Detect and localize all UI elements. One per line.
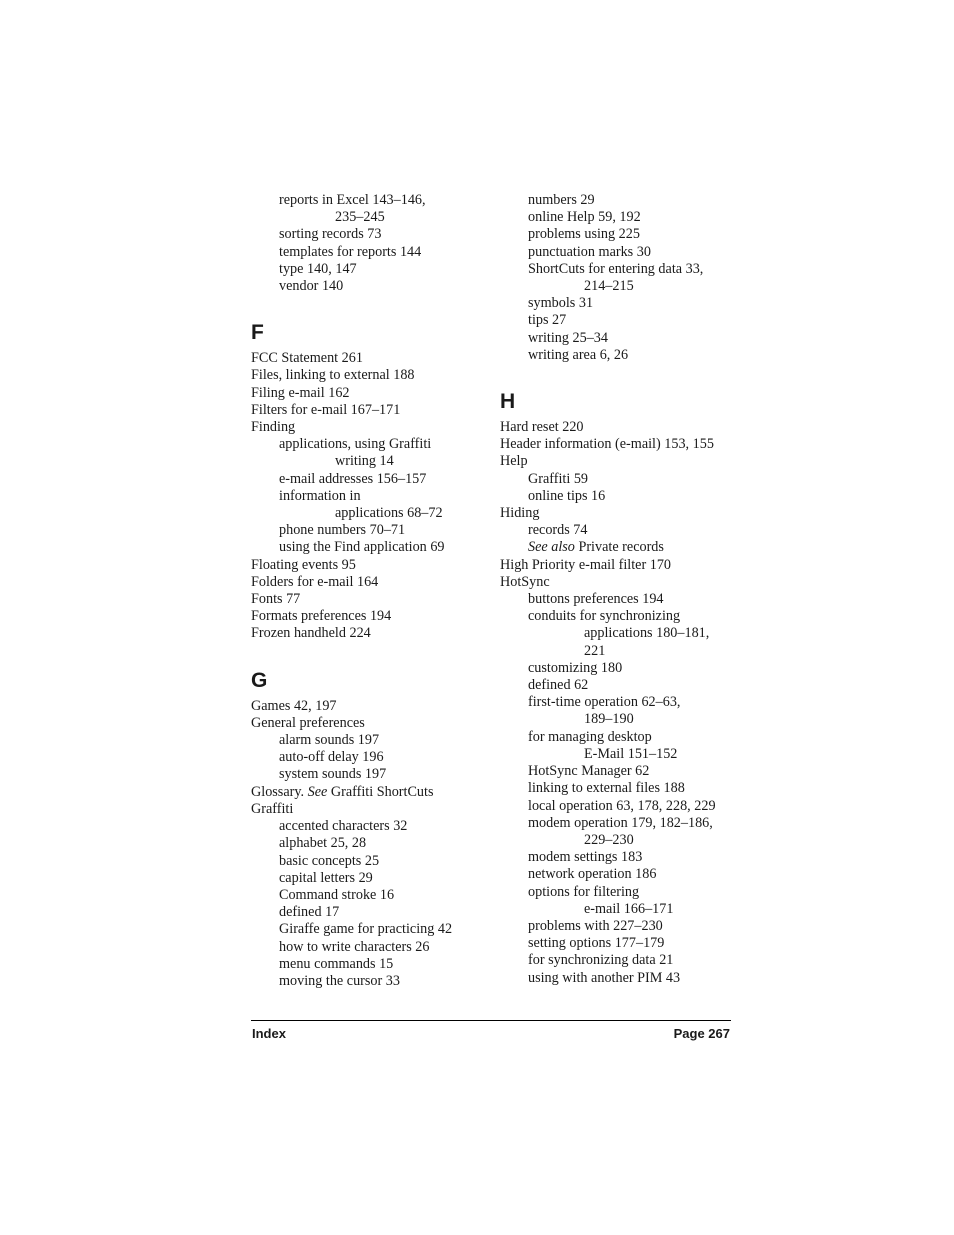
index-subentry [251,939,486,956]
entry-text: problems using 225 [528,226,640,243]
cross-reference-label: See [307,783,328,800]
entry-text: Floating events 95 [251,556,356,573]
index-entry [251,402,486,419]
index-entry [251,591,486,608]
index-subentry [500,952,735,969]
section-spacer [251,643,486,668]
index-subentry [500,935,735,952]
index-subentry [251,904,486,921]
index-subentry [500,677,735,694]
entry-text: writing 25–34 [528,329,608,346]
entry-text: HotSync [500,573,550,590]
entry-text: online tips 16 [528,487,606,504]
index-subentry [500,471,735,488]
entry-text: 229–230 [584,831,634,848]
index-subentry [500,780,735,797]
entry-text: Files, linking to external 188 [251,367,415,384]
index-subentry [500,694,735,711]
index-subentry [251,818,486,835]
entry-text: menu commands 15 [279,955,394,972]
section-letter-heading: F [251,321,264,345]
index-subentry [500,591,735,608]
index-subentry [251,278,486,295]
index-subentry [251,766,486,783]
entry-text: writing area 6, 26 [528,346,629,363]
entry-text: 189–190 [584,711,634,728]
entry-text: system sounds 197 [279,766,387,783]
index-subentry [251,732,486,749]
entry-text: applications, using Graffiti [279,436,432,453]
index-subentry [251,973,486,990]
entry-text: 235–245 [335,209,385,226]
entry-text: modem settings 183 [528,849,643,866]
footer-divider [251,1020,731,1021]
entry-text: using the Find application 69 [279,539,445,556]
entry-text: moving the cursor 33 [279,972,400,989]
entry-text: Filing e-mail 162 [251,384,350,401]
entry-text: Fonts 77 [251,591,301,608]
index-continuation [500,643,735,660]
index-subentry [251,870,486,887]
entry-text: tips 27 [528,312,567,329]
entry-text: customizing 180 [528,659,623,676]
index-subentry [500,295,735,312]
entry-text: Command stroke 16 [279,886,395,903]
entry-text: ShortCuts for entering data 33, [528,260,704,277]
entry-text: linking to external files 188 [528,780,685,797]
index-subentry [500,539,735,556]
entry-text: Frozen handheld 224 [251,625,371,642]
entry-text: how to write characters 26 [279,938,430,955]
index-continuation [500,832,735,849]
entry-text: Filters for e-mail 167–171 [251,401,401,418]
cross-reference-label: See also [528,539,575,556]
index-entry [500,557,735,574]
index-subentry [251,471,486,488]
entry-text: alphabet 25, 28 [279,835,367,852]
index-subentry [500,866,735,883]
entry-text: 214–215 [584,278,634,295]
entry-text: defined 62 [528,677,589,694]
index-column-right [500,192,735,987]
index-continuation [251,505,486,522]
index-continuation [251,453,486,470]
index-subentry [500,763,735,780]
entry-text: Hard reset 220 [500,419,584,436]
entry-text: records 74 [528,522,588,539]
index-subentry [251,488,486,505]
index-subentry [500,522,735,539]
entry-text: alarm sounds 197 [279,732,380,749]
entry-text: vendor 140 [279,278,344,295]
index-entry [500,505,735,522]
index-subentry [251,835,486,852]
index-subentry [500,884,735,901]
entry-text: HotSync Manager 62 [528,763,650,780]
entry-text: Folders for e-mail 164 [251,573,379,590]
entry-text: Header information (e-mail) 153, 155 [500,436,714,453]
section-spacer [251,295,486,320]
entry-text: Glossary. [251,783,308,800]
entry-text: options for filtering [528,883,640,900]
entry-text: E-Mail 151–152 [584,745,678,762]
footer-page-number: Page 267 [673,1026,730,1041]
entry-text: local operation 63, 178, 228, 229 [528,797,716,814]
entry-text: information in [279,487,361,504]
index-subentry [500,209,735,226]
index-subentry [251,921,486,938]
entry-text: Graffiti 59 [528,470,589,487]
entry-text: modem operation 179, 182–186, [528,814,713,831]
entry-text: for managing desktop [528,728,652,745]
entry-text: phone numbers 70–71 [279,522,406,539]
entry-text: Games 42, 197 [251,697,337,714]
index-subentry [251,244,486,261]
index-continuation [500,746,735,763]
entry-text: applications 68–72 [335,505,443,522]
entry-text: conduits for synchronizing [528,608,681,625]
index-continuation [500,901,735,918]
index-entry [500,436,735,453]
entry-text: FCC Statement 261 [251,350,363,367]
entry-text: capital letters 29 [279,869,373,886]
index-entry [251,715,486,732]
entry-text: symbols 31 [528,295,594,312]
entry-text: accented characters 32 [279,818,408,835]
index-subentry [251,522,486,539]
index-subentry [500,488,735,505]
entry-text: numbers 29 [528,192,595,208]
index-subentry [251,192,486,209]
index-entry [251,557,486,574]
entry-text: Hiding [500,505,540,522]
index-entry [251,625,486,642]
index-entry [251,385,486,402]
section-letter-heading: H [500,390,516,414]
entry-text: e-mail 166–171 [584,900,674,917]
index-subentry [500,226,735,243]
index-subentry [251,853,486,870]
entry-text: network operation 186 [528,866,657,883]
entry-text: reports in Excel 143–146, [279,192,426,208]
entry-text: sorting records 73 [279,226,382,243]
index-subentry [500,244,735,261]
index-subentry [500,798,735,815]
entry-text: High Priority e-mail filter 170 [500,556,672,573]
index-entry [500,453,735,470]
index-continuation [500,711,735,728]
entry-text: punctuation marks 30 [528,243,651,260]
section-letter-heading: G [251,668,268,692]
page-footer [252,1026,730,1041]
index-entry [500,419,735,436]
index-continuation [500,278,735,295]
section-spacer [500,364,735,389]
entry-text: Graffiti ShortCuts [327,783,434,800]
index-entry [251,801,486,818]
index-subentry [500,312,735,329]
entry-text: applications 180–181, [584,625,710,642]
index-subentry [251,261,486,278]
index-entry [251,367,486,384]
entry-text: e-mail addresses 156–157 [279,470,427,487]
index-continuation [251,209,486,226]
index-entry [251,698,486,715]
entry-text: using with another PIM 43 [528,969,681,986]
entry-text: General preferences [251,714,365,731]
index-subentry [251,539,486,556]
entry-text: 221 [584,642,606,659]
index-subentry [500,815,735,832]
entry-text: writing 14 [335,453,394,470]
index-subentry [251,956,486,973]
index-entry [251,784,486,801]
index-entry [251,350,486,367]
index-subentry [500,970,735,987]
entry-text: Private records [574,539,664,556]
entry-text: problems with 227–230 [528,917,663,934]
index-subentry [251,887,486,904]
entry-text: online Help 59, 192 [528,209,641,226]
index-entry [251,574,486,591]
index-subentry [500,261,735,278]
entry-text: Formats preferences 194 [251,608,392,625]
index-subentry [500,918,735,935]
entry-text: auto-off delay 196 [279,749,384,766]
index-subentry [500,192,735,209]
entry-text: Finding [251,419,296,436]
entry-text: setting options 177–179 [528,935,665,952]
index-subentry [500,347,735,364]
index-column-left [251,192,486,990]
index-entry [500,574,735,591]
entry-text: Graffiti [251,800,294,817]
entry-text: buttons preferences 194 [528,591,664,608]
index-continuation [500,625,735,642]
entry-text: Help [500,453,528,470]
index-subentry [251,226,486,243]
footer-section-label: Index [252,1026,286,1041]
entry-text: templates for reports 144 [279,243,422,260]
index-subentry [251,436,486,453]
entry-text: Giraffe game for practicing 42 [279,921,453,938]
index-subentry [500,330,735,347]
index-subentry [500,729,735,746]
index-subentry [251,749,486,766]
index-subentry [500,660,735,677]
entry-text: for synchronizing data 21 [528,952,674,969]
index-subentry [500,849,735,866]
entry-text: first-time operation 62–63, [528,694,681,711]
index-subentry [500,608,735,625]
entry-text: defined 17 [279,904,340,921]
entry-text: basic concepts 25 [279,852,380,869]
index-entry [251,608,486,625]
entry-text: type 140, 147 [279,260,357,277]
index-entry [251,419,486,436]
